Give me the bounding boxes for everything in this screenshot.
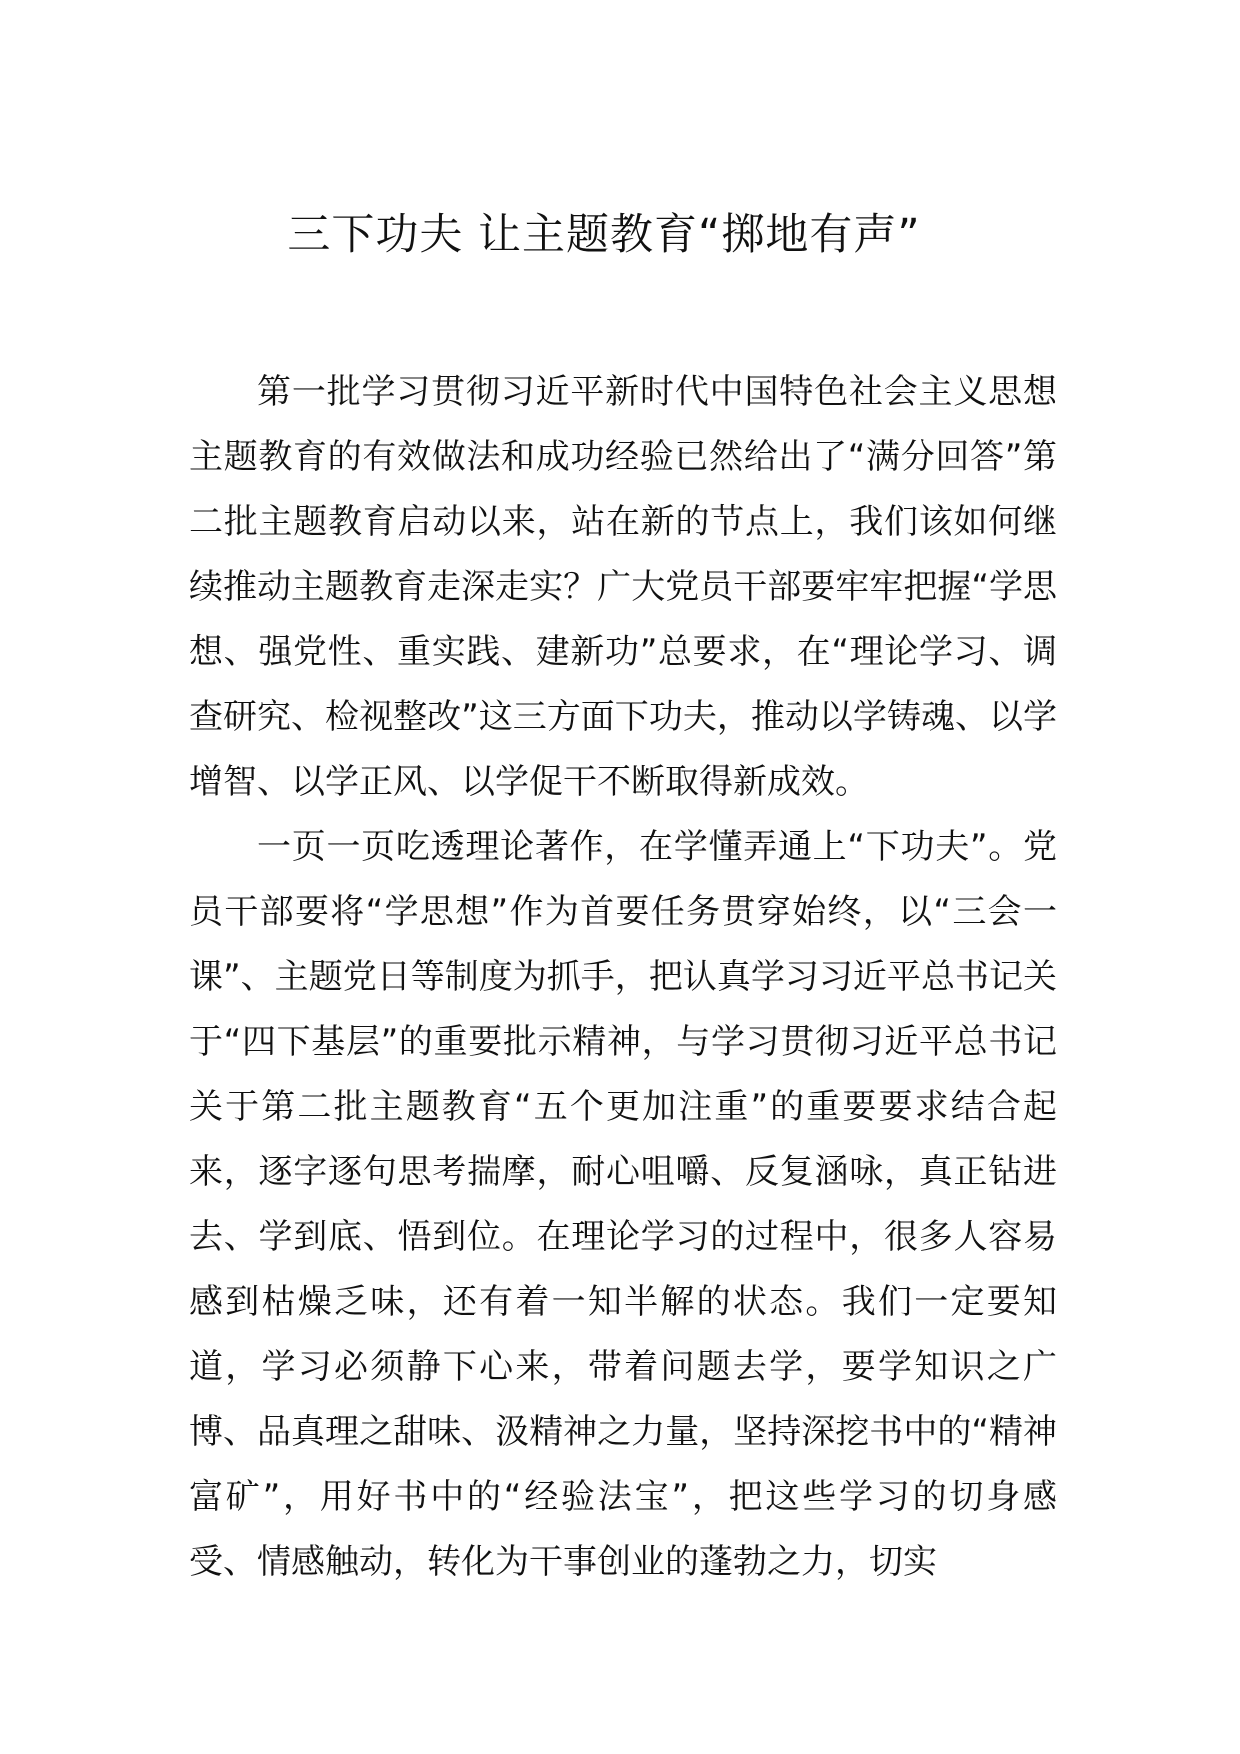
document-body [189,360,1057,1595]
body-paragraph: 第一批学习贯彻习近平新时代中国特色社会主义思想主题教育的有效做法和成功经验已然给出了“满分回答”第二批主题教育启动以来，站在新的节点上，我们该如何继续推动主题教育走深走实？广大党员干部要牢牢把握“学思想、强党性、重实践、建新功”总要求，在“理论学习、调查研究、检视整改”这三方面下功夫，推动以学铸魂、以学增智、以学正风、以学促干不断取得新成效。 [189,372,1057,802]
document-title: 三下功夫 让主题教育“掷地有声” [287,210,921,260]
body-paragraph: 一页一页吃透理论著作，在学懂弄通上“下功夫”。党员干部要将“学思想”作为首要任务贯穿始终，以“三会一课”、主题党日等制度为抓手，把认真学习习近平总书记关于“四下基层”的重要批示精神，与学习贯彻习近平总书记关于第二批主题教育“五个更加注重”的重要要求结合起来，逐字逐句思考揣摩，耐心咀嚼、反复涵咏，真正钻进去、学到底、悟到位。在理论学习的过程中，很多人容易感到枯燥乏味，还有着一知半解的状态。我们一定要知道，学习必须静下心来，带着问题去学，要学知识之广博、品真理之甜味、汲精神之力量，坚持深挖书中的“精神富矿”，用好书中的“经验法宝”，把这些学习的切身感受、情感触动，转化为干事创业的蓬勃之力，切实 [189,827,1057,1582]
